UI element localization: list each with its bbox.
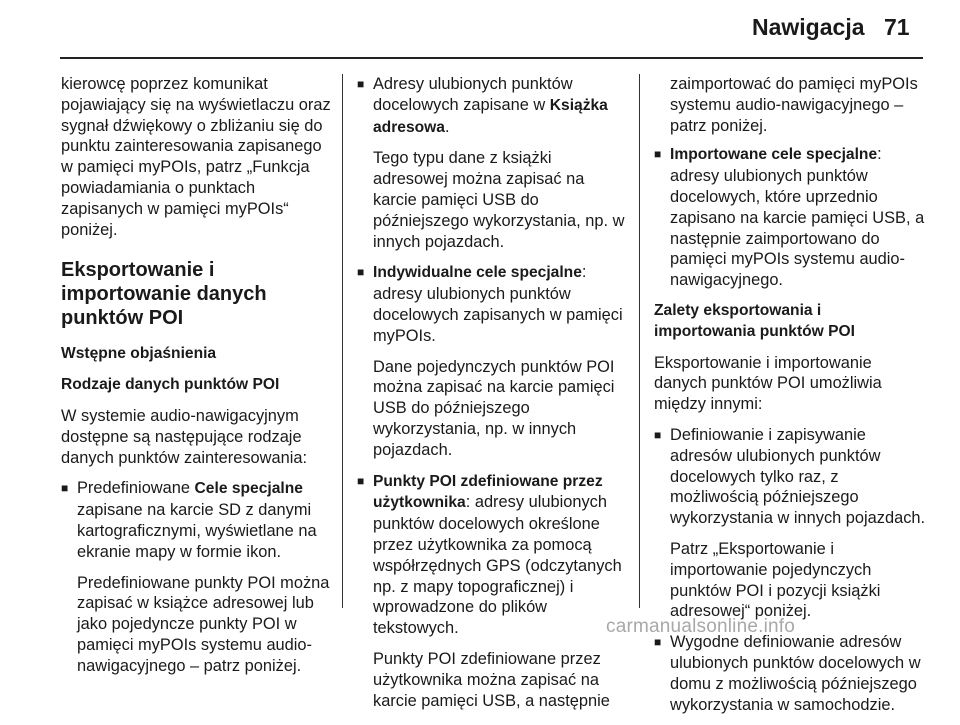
section-heading: Eksportowanie i importowanie danych punktów POI [61, 259, 267, 330]
list-item-text: zapisane na karcie SD z danymi kartograficznymi, wyświetlane na ekranie mapy w formie ikon. [77, 501, 317, 561]
list-item [357, 262, 625, 460]
list-item-text: ■ Definiowanie i zapisywanie adresów ulubionych punktów docelowych tylko raz, z możliwością późniejszego wykorzystania w innych pojazdach. [670, 425, 926, 528]
list-item-text: . [444, 117, 450, 136]
continued-paragraph: zaimportować do pamięci myPOIs systemu audio-nawigacyjnego – patrz poniżej. [670, 75, 918, 135]
header-title: Nawigacja [752, 14, 865, 40]
list-item-bold: Książka adresowa [373, 96, 608, 136]
header-rule [60, 57, 923, 59]
subheading-intro: Wstępne objaśnienia [61, 345, 217, 363]
poi-types-list [61, 478, 333, 676]
list-item-paragraph: Predefiniowane punkty POI można zapisać w książce adresowej lub jako pojedyncze punkty POI w pamięci myPOIs systemu audio-nawigacyjnego – patrz poniżej. [77, 573, 330, 675]
list-item [654, 632, 926, 715]
list-item [357, 74, 625, 252]
list-item-text: : adresy ulubionych punktów docelowych, które uprzednio zapisano na karcie pamięci USB, a następnie zaimportowano do pamięci myPOIs systemu audio-nawigacyjnego. [670, 145, 925, 290]
list-item [61, 478, 333, 676]
list-item-text: ■ Wygodne definiowanie adresów ulubionych punktów docelowych w domu z możliwością późniejszego wykorzystania w samochodzie. [670, 633, 921, 714]
column-divider-2 [639, 74, 640, 608]
column-1 [61, 74, 333, 687]
list-item-paragraph: Tego typu dane z książki adresowej można zapisać na karcie pamięci USB do późniejszego wykorzystania, np. w innych pojazdach. [373, 149, 625, 251]
list-item-paragraph: Punkty POI zdefiniowane przez użytkownika można zapisać na karcie pamięci USB, a następnie [373, 649, 610, 710]
list-item-bold: Cele specjalne [194, 480, 303, 498]
column-divider-1 [342, 74, 343, 608]
poi-types-list-end [654, 144, 926, 291]
list-item-text: : adresy ulubionych punktów docelowych zapisanych w pamięci myPOIs. [373, 263, 623, 345]
advantages-list [654, 425, 926, 715]
list-item-text: Adresy ulubionych punktów docelowych zapisane w [373, 75, 573, 114]
poi-types-list-cont [357, 74, 625, 711]
advantages-paragraph: Eksportowanie i importowanie danych punktów POI umożliwia między innymi: [654, 353, 882, 414]
list-item [357, 471, 625, 712]
list-item-text: Predefiniowane [77, 479, 195, 498]
watermark: carmanualsonline.info [606, 616, 796, 637]
list-item-text: : adresy ulubionych punktów docelowych określone przez użytkownika za pomocą współrzędnych GPS (odczytanych np. z mapy topograficznej) i wprowadzone do plików tekstowych. [373, 493, 622, 638]
list-item-bold: Importowane cele specjalne [670, 146, 878, 164]
list-item-paragraph: Patrz „Eksportowanie i importowanie pojedynczych punktów POI i pozycji książki adresowej“ poniżej. [670, 539, 881, 621]
list-item-paragraph: Dane pojedynczych punktów POI można zapisać na karcie pamięci USB do późniejszego wykorzystania, np. w innych pojazdach. [373, 357, 615, 459]
list-item [654, 425, 926, 622]
subheading-poi-types: Rodzaje danych punktów POI [61, 376, 280, 394]
poi-types-paragraph: W systemie audio-nawigacyjnym dostępne są następujące rodzaje danych punktów zainteresowania: [61, 406, 308, 467]
list-item [654, 144, 926, 291]
intro-paragraph: kierowcę poprzez komunikat pojawiający się na wyświetlaczu oraz sygnał dźwiękowy o zbliżaniu się do punktu zainteresowania zapisanego w pamięci myPOIs, patrz „Funkcja powiadamiania o punktach zapisanych w pamięci myPOIs“ poniżej. [61, 75, 331, 239]
subheading-advantages: Zalety eksportowania i importowania punktów POI [654, 301, 855, 340]
column-2 [357, 74, 625, 721]
list-item-bold: Indywidualne cele specjalne [373, 264, 582, 282]
page-number: 71 [884, 14, 910, 40]
list-item-bold: Punkty POI zdefiniowane przez użytkownika [373, 472, 603, 512]
